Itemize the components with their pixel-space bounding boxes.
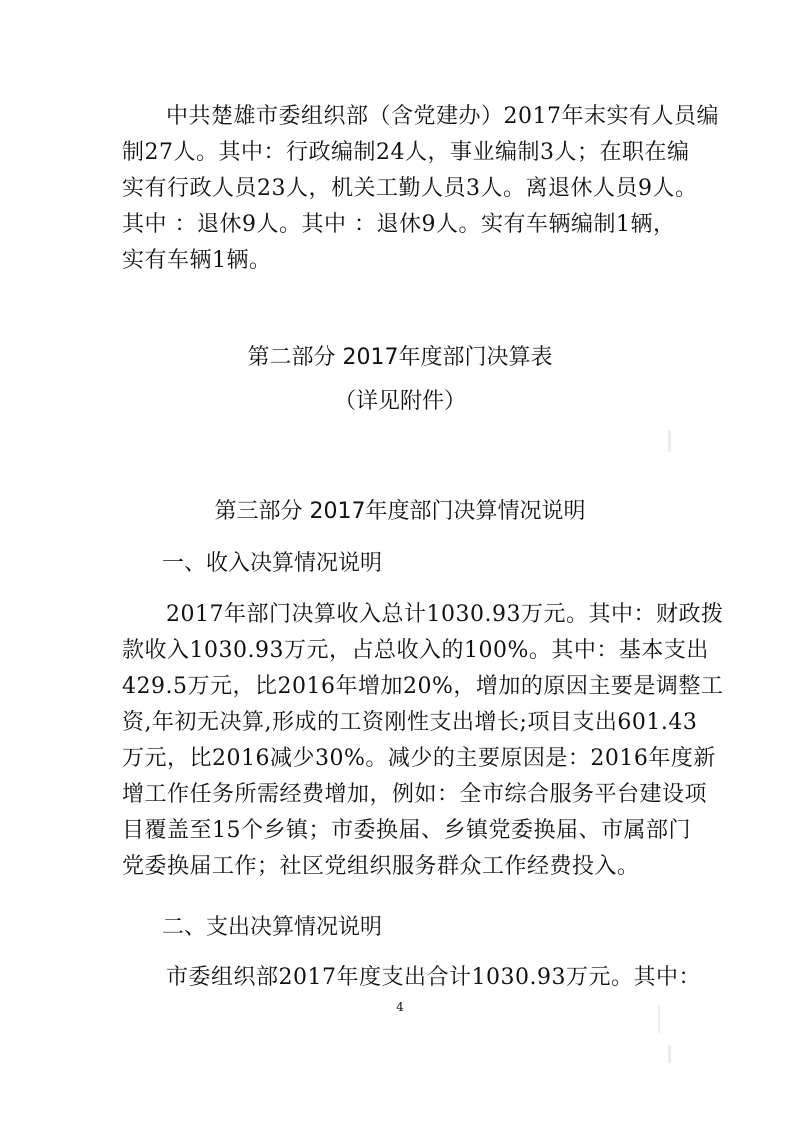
section1-paragraph <box>122 597 724 885</box>
part2-title: 第二部分 2017年度部门决算表 <box>247 345 553 370</box>
intro-line: 其中 ：退休9人。其中 ：退休9人。实有车辆编制1辆， <box>122 212 676 237</box>
part3-title: 第三部分 2017年度部门决算情况说明 <box>214 499 586 524</box>
section1-line: 党委换届工作；社区党组织服务群众工作经费投入。 <box>122 854 640 879</box>
section1-line: 资,年初无决算,形成的工资刚性支出增长;项目支出601.43 <box>122 710 698 735</box>
intro-line: 实有行政人员23人，机关工勤人员3人。离退休人员9人。 <box>122 176 698 201</box>
intro-paragraph <box>122 99 719 279</box>
scan-artifact <box>658 1005 660 1033</box>
section2-line: 市委组织部2017年度支出合计1030.93万元。其中： <box>166 965 701 990</box>
section1-heading: 一、收入决算情况说明 <box>162 551 383 576</box>
part2-subtitle: （详见附件） <box>333 389 466 414</box>
section2-paragraph <box>122 960 700 996</box>
scan-artifact <box>668 430 671 452</box>
section1-line: 款收入1030.93万元，占总收入的100%。其中：基本支出 <box>122 638 709 663</box>
section1-line: 2017年部门决算收入总计1030.93万元。其中：财政拨 <box>166 602 724 627</box>
scan-artifact <box>668 1045 671 1063</box>
section1-line: 429.5万元，比2016年增加20%，增加的原因主要是调整工 <box>122 674 724 699</box>
intro-line: 实有车辆1辆。 <box>122 248 272 273</box>
section2-heading: 二、支出决算情况说明 <box>162 915 383 940</box>
intro-line: 制27人。其中：行政编制24人，事业编制3人；在职在编 <box>122 140 690 165</box>
section1-line: 万元，比2016减少30%。减少的主要原因是：2016年度新 <box>122 746 716 771</box>
section1-line: 目覆盖至15个乡镇；市委换届、乡镇党委换届、市属部门 <box>122 818 691 843</box>
page-number: 4 <box>396 1000 404 1014</box>
intro-line: 中共楚雄市委组织部（含党建办）2017年末实有人员编 <box>166 104 719 129</box>
section1-line: 增工作任务所需经费增加，例如：全市综合服务平台建设项 <box>122 782 708 807</box>
